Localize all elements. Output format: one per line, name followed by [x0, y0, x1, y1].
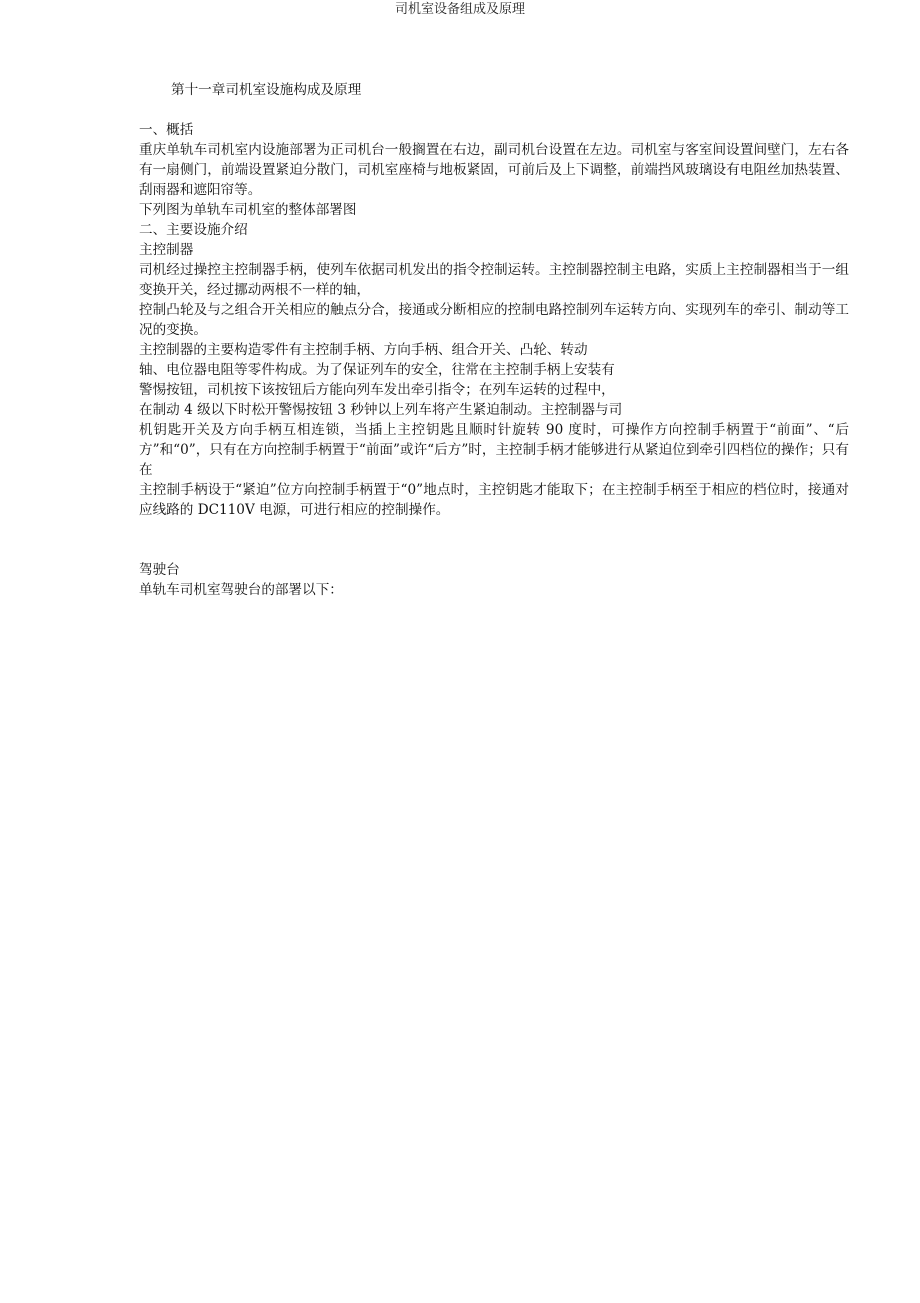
- subsection-heading-driver-console: 驾驶台: [139, 562, 180, 578]
- section-heading-overview: 一、概括: [139, 122, 194, 138]
- paragraph-master-controller-1: 司机经过操控主控制器手柄，使列车依据司机发出的指令控制运转。主控制器控制主电路，实质上主控制器相当于一组变换开关，经过挪动两根不一样的轴，: [139, 262, 849, 298]
- paragraph-master-controller-6: 在制动 4 级以下时松开警惕按钮 3 秒钟以上列车将产生紧迫制动。主控制器与司: [139, 402, 623, 418]
- spacer: [139, 520, 849, 560]
- paragraph-master-controller-5: 警惕按钮，司机按下该按钮后方能向列车发出牵引指令；在列车运转的过程中，: [139, 382, 615, 398]
- chapter-title: 第十一章司机室设施构成及原理: [171, 82, 362, 98]
- subsection-heading-master-controller: 主控制器: [139, 242, 194, 258]
- page-header: 司机室设备组成及原理: [394, 2, 525, 17]
- paragraph-master-controller-8: 主控制手柄设于“紧迫”位方向控制手柄置于“0”地点时，主控钥匙才能取下；在主控制手柄至于相应的档位时，接通对应线路的 DC110V 电源，可进行相应的控制操作。: [139, 482, 849, 518]
- section-heading-main-equipment: 二、主要设施介绍: [139, 222, 248, 238]
- paragraph-driver-console: 单轨车司机室驾驶台的部署以下：: [139, 582, 343, 598]
- paragraph-layout-figure-caption: 下列图为单轨车司机室的整体部署图: [139, 202, 357, 218]
- paragraph-master-controller-3: 主控制器的主要构造零件有主控制手柄、方向手柄、组合开关、凸轮、转动: [139, 342, 588, 358]
- paragraph-master-controller-7: 机钥匙开关及方向手柄互相连锁，当插上主控钥匙且顺时针旋转 90 度时，可操作方向控制手柄置于“前面”、“后方”和“0”，只有在方向控制手柄置于“前面”或许“后方”时，主控制手柄才能够进行从紧迫位到牵引四档位的操作；只有在: [139, 422, 849, 478]
- paragraph-master-controller-4: 轴、电位器电阻等零件构成。为了保证列车的安全，往常在主控制手柄上安装有: [139, 362, 615, 378]
- paragraph-overview: 重庆单轨车司机室内设施部署为正司机台一般搁置在右边，副司机台设置在左边。司机室与客室间设置间壁门，左右各有一扇侧门，前端设置紧迫分散门，司机室座椅与地板紧固，可前后及上下调整，前端挡风玻璃设有电阻丝加热装置、刮雨器和遮阳帘等。: [139, 142, 849, 198]
- document-body: [139, 80, 849, 600]
- paragraph-master-controller-2: 控制凸轮及与之组合开关相应的触点分合，接通或分断相应的控制电路控制列车运转方向、实现列车的牵引、制动等工况的变换。: [139, 302, 849, 338]
